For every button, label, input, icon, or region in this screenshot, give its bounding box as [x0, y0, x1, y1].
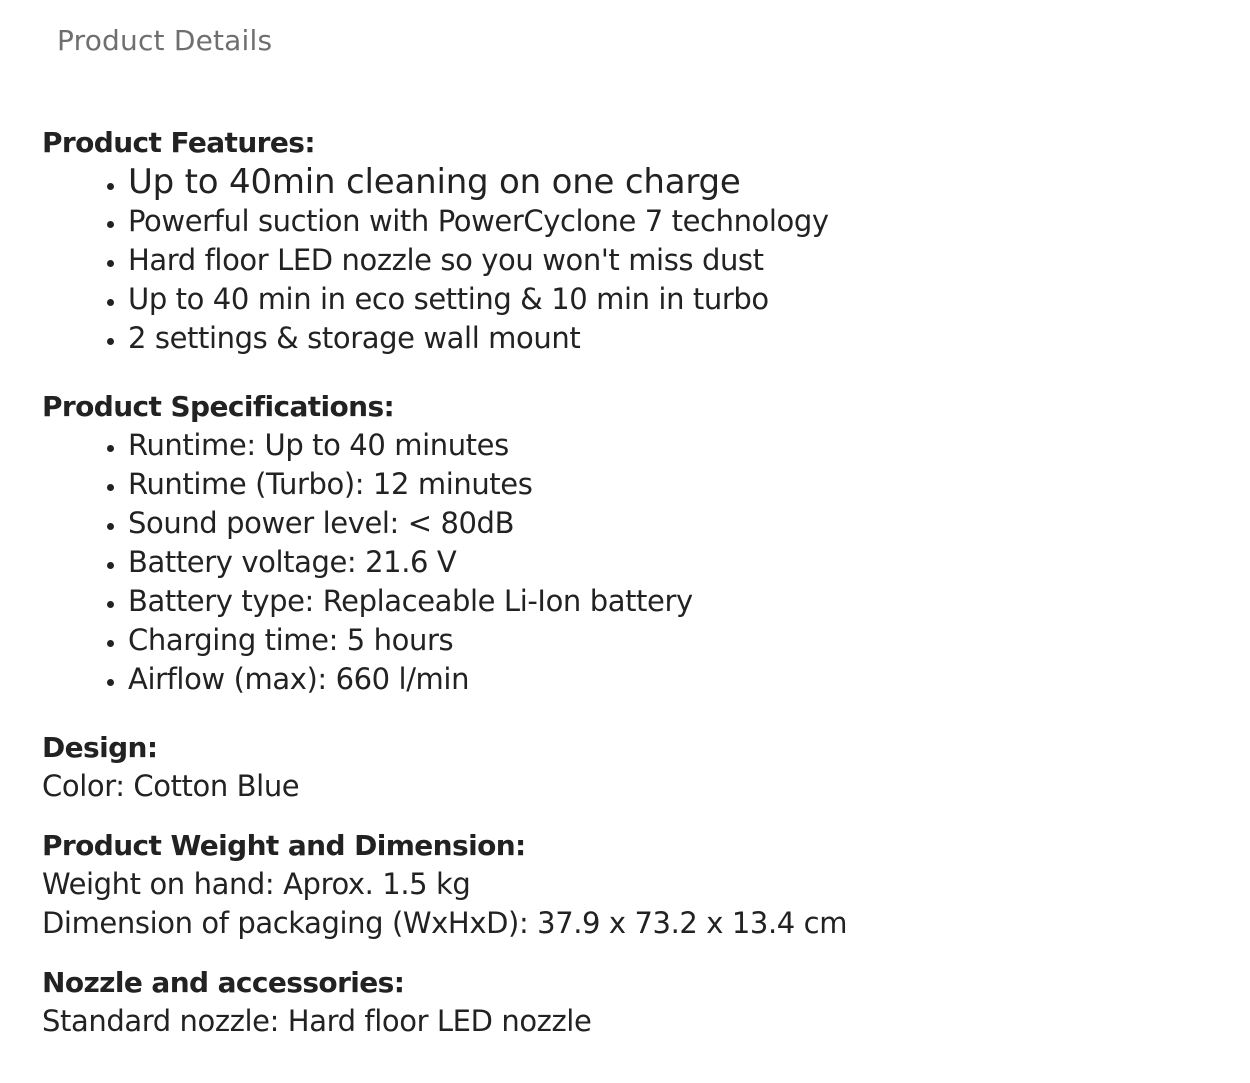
list-item: • Airflow (max): 660 l/min	[128, 660, 1222, 699]
list-item: • Sound power level: < 80dB	[128, 504, 1222, 543]
design-color: Color: Cotton Blue	[42, 769, 300, 803]
list-item: • Charging time: 5 hours	[128, 621, 1222, 660]
list-item: • Powerful suction with PowerCyclone 7 technology	[128, 202, 1222, 241]
list-item: • Runtime (Turbo): 12 minutes	[128, 465, 1222, 504]
spacer	[42, 358, 1222, 388]
product-details-content	[42, 124, 1222, 1041]
spacer	[42, 943, 1222, 964]
spacer	[42, 699, 1222, 729]
packaging-dimension: Dimension of packaging (WxHxD): 37.9 x 73.2 x 13.4 cm	[42, 906, 848, 940]
list-item: • Up to 40 min in eco setting & 10 min in turbo	[128, 280, 1222, 319]
weight-on-hand: Weight on hand: Aprox. 1.5 kg	[42, 867, 471, 901]
standard-nozzle: Standard nozzle: Hard floor LED nozzle	[42, 1004, 592, 1038]
list-item: • 2 settings & storage wall mount	[128, 319, 1222, 358]
list-item: • Battery type: Replaceable Li-Ion battery	[128, 582, 1222, 621]
weight-dimension-heading: Product Weight and Dimension:	[42, 829, 526, 862]
specifications-list	[42, 426, 1222, 699]
list-item: • Runtime: Up to 40 minutes	[128, 426, 1222, 465]
specifications-heading: Product Specifications:	[42, 390, 395, 423]
list-item: • Battery voltage: 21.6 V	[128, 543, 1222, 582]
spacer	[42, 806, 1222, 827]
features-heading: Product Features:	[42, 126, 315, 159]
product-details-tab[interactable]: Product Details	[57, 24, 273, 57]
features-list	[42, 162, 1222, 358]
list-item: • Hard floor LED nozzle so you won't miss dust	[128, 241, 1222, 280]
nozzle-heading: Nozzle and accessories:	[42, 966, 405, 999]
list-item: • Up to 40min cleaning on one charge	[128, 162, 1222, 202]
design-heading: Design:	[42, 731, 158, 764]
